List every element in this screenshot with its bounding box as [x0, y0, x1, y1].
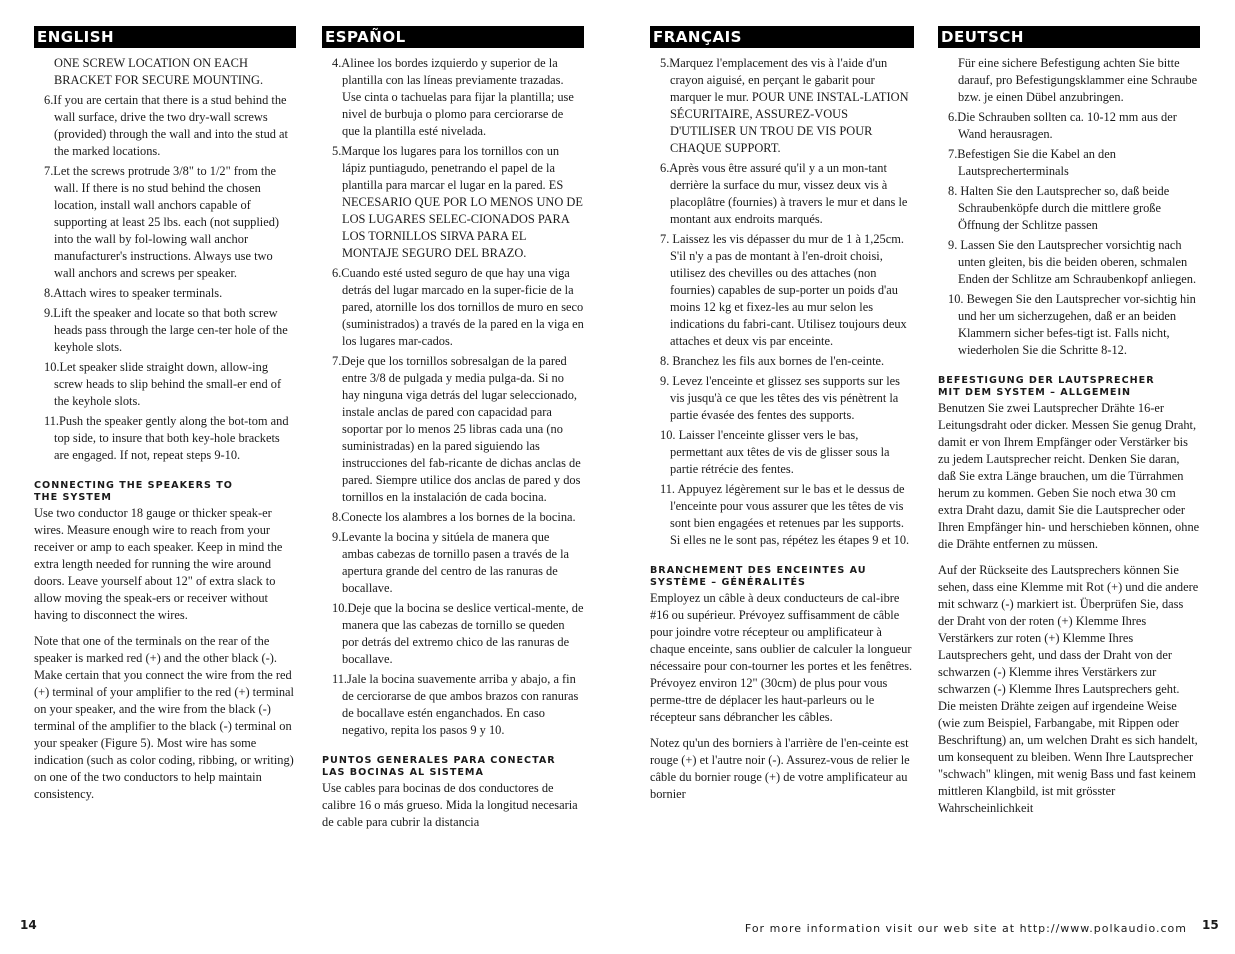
list-item: 10. Laisser l'enceinte glisser vers le bas, permettant aux têtes de vis de glisser sous la partie rétrécie des fentes. [660, 428, 890, 476]
paragraph: Notez qu'un des borniers à l'arrière de l'en-ceinte est rouge (+) et l'autre noir (-). Assurez-vous de relier le câble du bornier rouge (+) de votre amplificateur au bornier [650, 736, 910, 801]
subheading-line: BEFESTIGUNG DER LAUTSPRECHER [938, 375, 1155, 386]
french-heading: FRANÇAIS [650, 26, 914, 48]
section-subheading [322, 755, 584, 779]
list-item: Für eine sichere Befestigung achten Sie bitte darauf, pro Befestigungsklammer eine Schraube bzw. je einen Dübel anzubringen. [958, 56, 1198, 104]
list-item: 11.Jale la bocina suavemente arriba y abajo, a fin de cerciorarse de que ambos brazos con ranuras de bocallave estén enganchados. En caso negativo, repita los pasos 9 y 10. [332, 672, 579, 737]
paragraph: Note that one of the terminals on the rear of the speaker is marked red (+) and the other black (-). Make certain that you connect the wire from the red (+) terminal of your amplifier to the red (+) terminal on your speaker, and the wire from the black (-) terminal of the amplifier to the black (-) terminal on your speaker (Figure 5). Most wire has some indication (such as color coding, ribbing, or writing) on one of the two conductors to help maintain consistency. [34, 634, 294, 801]
list-item: 10.Let speaker slide straight down, allow-ing screw heads to slip behind the small-er end of the keyhole slots. [44, 360, 282, 408]
list-item: 8.Attach wires to speaker terminals. [44, 286, 223, 300]
list-item: ONE SCREW LOCATION ON EACH BRACKET FOR SECURE MOUNTING. [54, 56, 264, 87]
list-item: 8.Conecte los alambres a los bornes de la bocina. [332, 510, 576, 524]
list-item: 7. Laissez les vis dépasser du mur de 1 à 1,25cm. S'il n'y a pas de montant à l'en-droit choisi, utilisez des chevilles ou des attaches (non fournies) capables de sup-porter un poids d'au moins 12 kg et fixez-les au mur selon les indications du fabri-cant. Utilisez toujours deux attaches et deux vis par enceinte. [660, 232, 907, 348]
german-heading: DEUTSCH [938, 26, 1200, 48]
list-item: 4.Alinee los bordes izquierdo y superior de la plantilla con las líneas previamente trazadas. Use cinta o tachuelas para fijar la plantilla; use nivel de burbuja o plomo para cerciorarse de que la plantilla esté nivelada. [332, 56, 574, 138]
list-item: 5.Marquez l'emplacement des vis à l'aide d'un crayon aiguisé, en perçant le gabarit pour marquer le mur. POUR UNE INSTAL-LATION SÉCURITAIRE, ASSUREZ-VOUS D'UTILISER UN TROU DE VIS POUR CHAQUE SUPPORT. [660, 56, 909, 155]
english-heading: ENGLISH [34, 26, 296, 48]
spanish-heading: ESPAÑOL [322, 26, 584, 48]
subheading-line: LAS BOCINAS AL SISTEMA [322, 767, 484, 778]
list-item: 9. Levez l'enceinte et glissez ses supports sur les vis jusqu'à ce que les têtes des vis pénètrent la partie évasée des fentes des supports. [660, 374, 900, 422]
section-subheading [650, 565, 914, 589]
list-item: 10.Deje que la bocina se deslice vertical-mente, de manera que las cabezas de tornillo se queden por detrás del extremo chico de las ranuras de bocallave. [332, 601, 584, 666]
list-item: 7.Befestigen Sie die Kabel an den Lautsprecherterminals [948, 147, 1116, 178]
page-number-left: 14 [20, 918, 37, 932]
list-item: 6.Die Schrauben sollten ca. 10-12 mm aus der Wand herausragen. [948, 110, 1177, 141]
list-item: 9.Levante la bocina y sitúela de manera que ambas cabezas de tornillo pasen a través de la apertura grande del centro de las ranuras de bocallave. [332, 530, 570, 595]
subheading-line: THE SYSTEM [34, 492, 112, 503]
list-item: 9. Lassen Sie den Lautsprecher vorsichtig nach unten gleiten, bis die beiden oberen, schmalen Enden der Schlitze am Schraubenkopf anliegen. [948, 238, 1197, 286]
subheading-line: PUNTOS GENERALES PARA CONECTAR [322, 755, 556, 766]
list-item: 11. Appuyez légèrement sur le bas et le dessus de l'enceinte pour vous assurer que les têtes de vis sont bien engagées et retenues par les supports. Si elles ne le sont pas, répétez les étapes 9 et 10. [660, 482, 910, 547]
french-column [650, 26, 914, 812]
paragraph: Use cables para bocinas de dos conductores de calibre 16 o más grueso. Mida la longitud necesaria de cable para cubrir la distancia [322, 781, 578, 829]
paragraph: Auf der Rückseite des Lautsprechers können Sie sehen, dass eine Klemme mit Rot (+) und die andere mit schwarz (-) markiert ist. Überprüfen Sie, dass der Draht von der roten (+) Klemme Ihres Verstärkers zur roten (+) Klemme Ihres Lautsprechers geht, und dass der Draht von der schwarzen (-) Klemme ihres Verstärkers zur schwarzen (-) Klemme Ihres Lautsprechers geht. Die meisten Drähte zeigen auf irgendeine Weise (wie zum Beispiel, Farbangabe, mit Rippen oder Beschriftung) an, um welchen Draht es sich handelt, um konsequent zu bleiben. Wenn Ihre Lautsprecher "schwach" klingen, mit wenig Bass und fast keinem mittleren Klangbild, ist mit grösster Wahrscheinlichkeit [938, 563, 1199, 815]
list-item: 8. Branchez les fils aux bornes de l'en-ceinte. [660, 354, 885, 368]
list-item: 5.Marque los lugares para los tornillos con un lápiz puntiagudo, penetrando el papel de la plantilla para marcar el lugar en la pared. ES NECESARIO QUE POR LO MENOS UNO DE LOS LUGARES SELEC-CIONADOS PARA LOS TORNILLOS SIRVA PARA EL MONTAJE SEGURO DEL BRAZO. [332, 144, 583, 260]
section-subheading [938, 375, 1200, 399]
list-item: 6.Après vous être assuré qu'il y a un mon-tant derrière la surface du mur, vissez deux vis à placoplâtre (fournies) à travers le mur et dans le montant aux endroits marqués. [660, 161, 908, 226]
subheading-line: CONNECTING THE SPEAKERS TO [34, 480, 233, 491]
subheading-line: BRANCHEMENT DES ENCEINTES AU [650, 565, 867, 576]
list-item: 7.Let the screws protrude 3/8" to 1/2" from the wall. If there is no stud behind the chosen location, install wall anchors capable of supporting at least 25 lbs. each (not supplied) into the wall by fol-lowing wall anchor manufacturer's instructions. Always use two wall anchors and screws per speaker. [44, 164, 280, 280]
subheading-line: MIT DEM SYSTEM – ALLGEMEIN [938, 387, 1132, 398]
paragraph: Employez un câble à deux conducteurs de cal-ibre #16 ou supérieur. Prévoyez suffisamment de câble pour joindre votre récepteur ou amplificateur à chaque enceinte, sans oublier de calculer la longueur nécessaire pour con-tourner les portes et les fenêtres. Prévoyez environ 12" (30cm) de plus pour vous perme-ttre de déplacer les haut-parleurs ou le récepteur sans débrancher les câbles. [650, 591, 913, 724]
page-number-right: 15 [1202, 918, 1219, 932]
spanish-column [322, 26, 584, 840]
paragraph: Use two conductor 18 gauge or thicker speak-er wires. Measure enough wire to reach from your receiver or amp to each speaker. Keep in mind the extra length needed for running the wire around doors. Leave yourself about 12" of extra slack to allow moving the speak-ers or receiver without having to disconnect the wires. [34, 506, 283, 622]
list-item: 6.If you are certain that there is a stud behind the wall surface, drive the two dry-wall screws (provided) through the wall and into the stud at the marked locations. [44, 93, 288, 158]
german-column [938, 26, 1200, 826]
list-item: 7.Deje que los tornillos sobresalgan de la pared entre 3/8 de pulgada y media pulga-da. Si no hay ninguna viga detrás del lugar seleccionado, instale anclas de pared con capacidad para soportar por lo menos 25 libras cada una (no suministradas) en la pared siguiendo las instrucciones del fab-ricante de dichas anclas de pared. Siempre utilice dos anclas de pared y dos tornillos en la instalación de cada bocina. [332, 354, 581, 504]
paragraph: Benutzen Sie zwei Lautsprecher Drähte 16-er Leitungsdraht oder dicker. Messen Sie genug Draht, damit er von Ihrem Empfänger oder Verstärker bis zu jedem Lautsprecher reicht. Denken Sie daran, daß Sie extra Länge brauchen, um die Türrahmen herum zu kommen. Geben Sie noch etwa 30 cm extra Draht dazu, damit Sie die Lautsprecher oder Ihren Empfänger hin- und herschieben können, ohne die Drähte entfernen zu müssen. [938, 401, 1200, 551]
english-column [34, 26, 296, 812]
footer-website-text: For more information visit our web site at http://www.polkaudio.com [744, 922, 1187, 935]
list-item: 9.Lift the speaker and locate so that both screw heads pass through the large cen-ter hole of the keyhole slots. [44, 306, 288, 354]
list-item: 11.Push the speaker gently along the bot-tom and top side, to insure that both key-hole brackets are engaged. If not, repeat steps 9-10. [44, 414, 289, 462]
list-item: 8. Halten Sie den Lautsprecher so, daß beide Schraubenköpfe durch die mittlere große Öffnung der Schlitze passen [948, 184, 1170, 232]
list-item: 10. Bewegen Sie den Lautsprecher vor-sichtig hin und her um sicherzugehen, daß er an beiden Klammern sicher befes-tigt ist. Falls nicht, wiederholen Sie die Schritte 8-12. [948, 292, 1196, 357]
list-item: 6.Cuando esté usted seguro de que hay una viga detrás del lugar marcado en la super-ficie de la pared, atornille los dos tornillos de muro en seco (suministrados) a través de la pared en la viga en los lugares mar-cados. [332, 266, 584, 348]
subheading-line: SYSTÈME – GÉNÉRALITÉS [650, 577, 806, 588]
section-subheading [34, 480, 296, 504]
